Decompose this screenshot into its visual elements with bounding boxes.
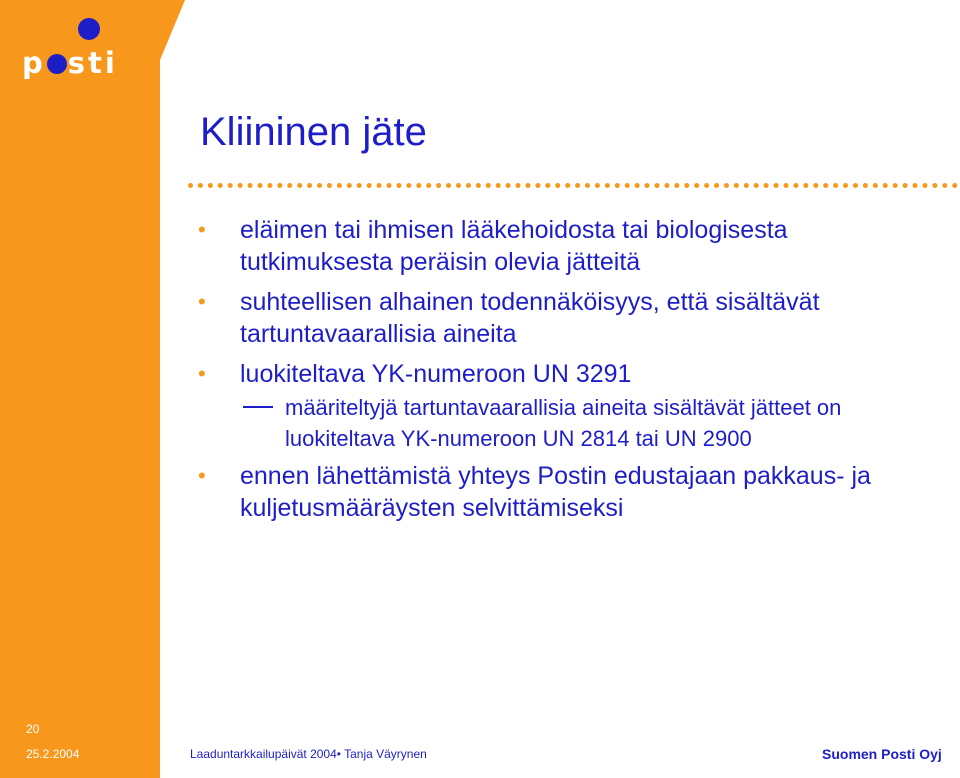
bullet-item: • luokiteltava YK-numeroon UN 3291: [240, 358, 945, 390]
bullet-item: • ennen lähettämistä yhteys Postin edustajaan pakkaus- ja kuljetusmääräysten selvittämiseksi: [240, 460, 945, 524]
slide-body: [240, 214, 945, 532]
slide-title: Kliininen jäte: [200, 110, 427, 154]
logo-letter-p: p: [22, 46, 46, 80]
logo-wordmark: [22, 46, 118, 80]
footer-company: Suomen Posti Oyj: [822, 746, 942, 762]
footer-event: Laaduntarkkailupäivät 2004• Tanja Väyrynen: [190, 747, 427, 761]
sub-bullet-item: määriteltyjä tartuntavaarallisia aineita sisältävät jätteet on luokiteltava YK-numeroon UN 2814 tai UN 2900: [285, 392, 945, 454]
logo-o-dot-icon: [47, 54, 67, 74]
logo-letters-sti: sti: [67, 46, 118, 80]
logo-dot-icon: [78, 18, 100, 40]
title-divider: [188, 183, 958, 188]
top-corner-wedge: [160, 0, 185, 60]
bullet-item: • suhteellisen alhainen todennäköisyys, että sisältävät tartuntavaarallisia aineita: [240, 286, 945, 350]
posti-logo: [22, 18, 132, 88]
bullet-item: • eläimen tai ihmisen lääkehoidosta tai biologisesta tutkimuksesta peräisin olevia jätteitä: [240, 214, 945, 278]
page-number: 20: [26, 722, 40, 736]
footer-date: 25.2.2004: [26, 747, 80, 761]
